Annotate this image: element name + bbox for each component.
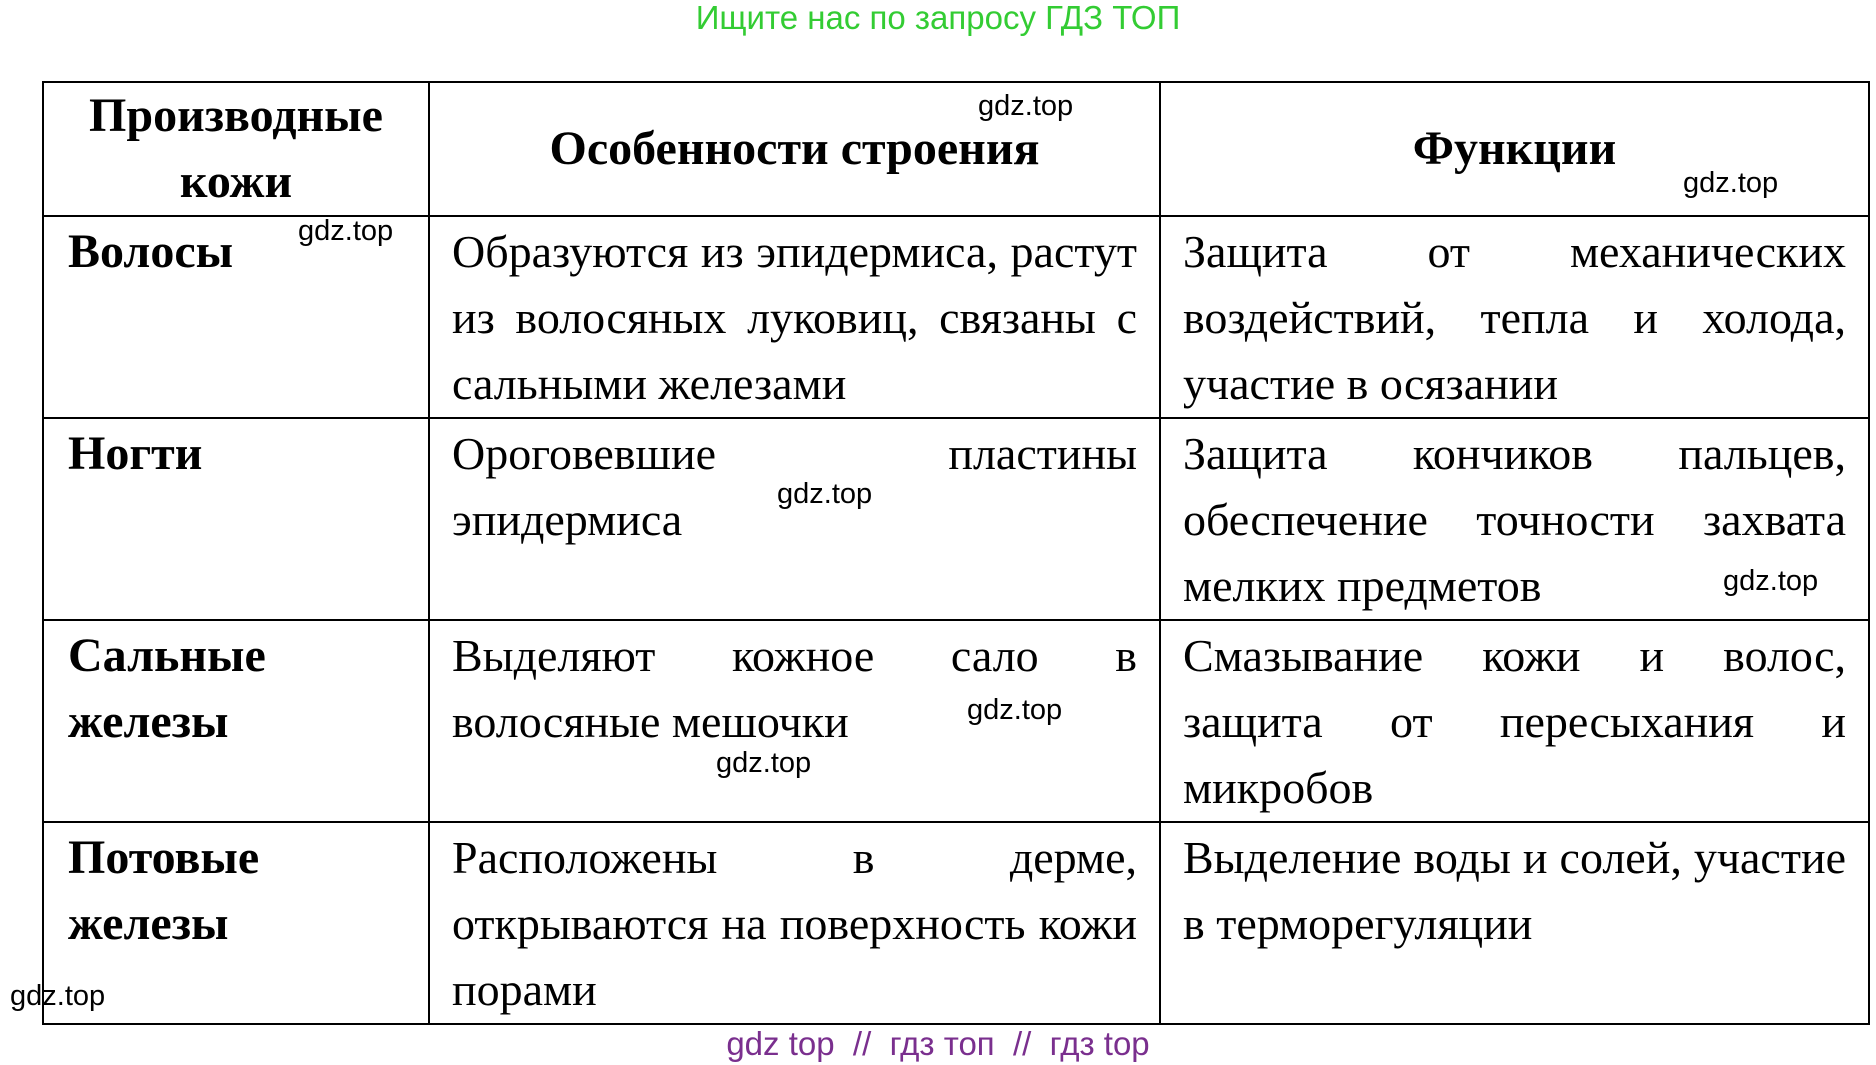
watermark: gdz.top <box>716 747 812 779</box>
row-structure-cell: Расположены в дерме, открываются на поверхность кожи порами <box>429 822 1160 1024</box>
watermark: gdz.top <box>1723 565 1819 597</box>
row-name-cell: Ногти <box>43 418 429 620</box>
table-header-row <box>43 82 1869 216</box>
row-structure-cell: Ороговевшие пластины эпидермиса <box>429 418 1160 620</box>
row-function-cell: Защита от механических воздействий, тепла и холода, участие в осязании <box>1160 216 1869 418</box>
watermark: gdz.top <box>10 980 106 1012</box>
row-function-cell: Выделение воды и солей, участие в терморегуляции <box>1160 822 1869 1024</box>
top-banner: Ищите нас по запросу ГДЗ ТОП <box>695 0 1181 36</box>
row-function-cell: Защита кончиков пальцев, обеспечение точности захвата мелких предметов <box>1160 418 1869 620</box>
row-name-cell: Сальные железы <box>43 620 429 822</box>
row-structure-cell: Выделяют кожное сало в волосяные мешочки <box>429 620 1160 822</box>
watermark: gdz.top <box>978 90 1074 122</box>
row-name-cell: Волосы <box>43 216 429 418</box>
watermark: gdz.top <box>967 694 1063 726</box>
watermark: gdz.top <box>777 478 873 510</box>
row-function-cell: Смазывание кожи и волос, защита от пересыхания и микробов <box>1160 620 1869 822</box>
row-structure-cell: Образуются из эпидермиса, растут из волосяных луковиц, связаны с сальными железами <box>429 216 1160 418</box>
header-derivatives: Производные кожи <box>43 82 429 216</box>
watermark: gdz.top <box>1683 167 1779 199</box>
bottom-banner: gdz top // гдз топ // гдз top <box>726 1025 1150 1062</box>
watermark: gdz.top <box>298 215 394 247</box>
table-row <box>43 418 1869 620</box>
table-row <box>43 822 1869 1024</box>
header-structure: Особенности строения <box>429 82 1160 216</box>
table-row <box>43 620 1869 822</box>
header-functions: Функции <box>1160 82 1869 216</box>
row-name-cell: Потовые железы <box>43 822 429 1024</box>
